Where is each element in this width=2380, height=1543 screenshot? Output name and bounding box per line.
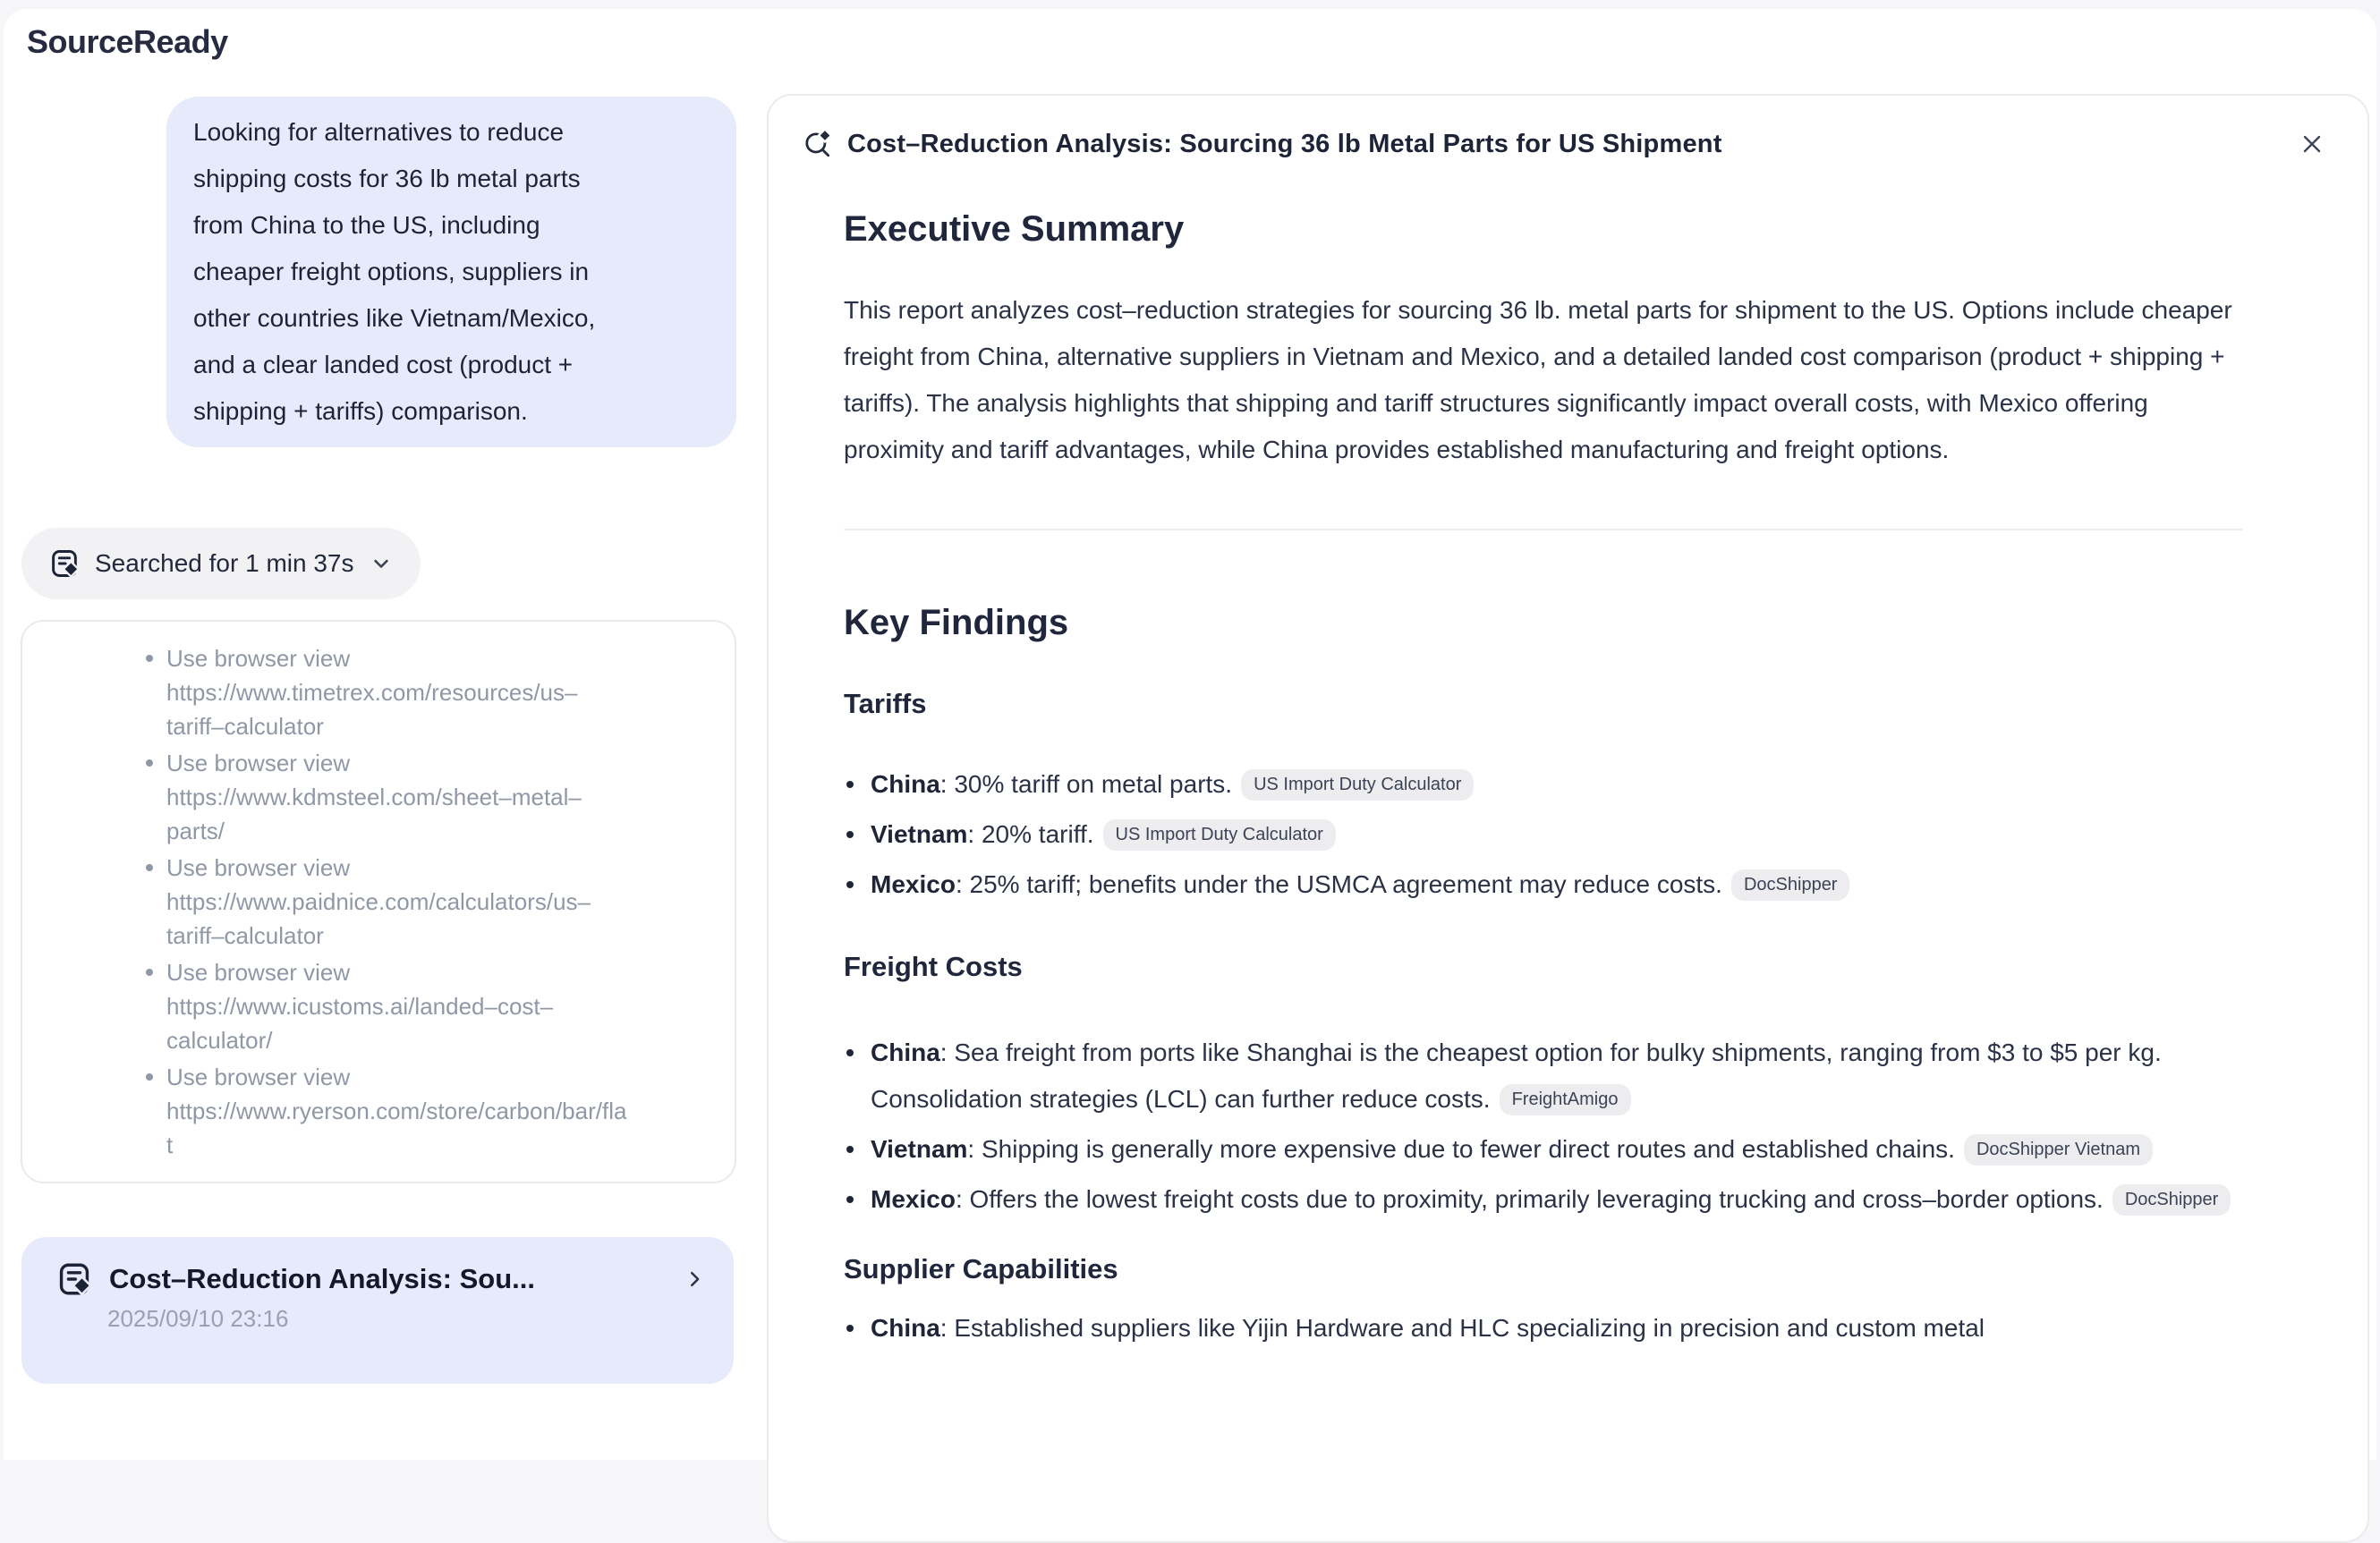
freight-costs-heading: Freight Costs [844,951,2242,983]
report-panel [767,94,2369,1543]
search-step: Use browser view https://www.paidnice.com/calculators/us–tariff–calculator [145,851,627,953]
suppliers-list [844,1305,2242,1352]
ai-search-icon [803,129,833,159]
supplier-capabilities-heading: Supplier Capabilities [844,1253,2242,1285]
freight-list [844,1030,2242,1223]
app-logo: SourceReady [27,23,228,61]
country-label: Mexico [871,1185,956,1213]
tariff-item [844,861,2242,908]
exec-summary-heading: Executive Summary [844,208,2242,250]
country-label: China [871,1314,940,1342]
item-text: : Sea freight from ports like Shanghai is the cheapest option for bulky shipments, ranging from $3 to $5 per kg. Consolidation strategies (LCL) can further reduce costs. [871,1039,2162,1113]
document-sparkle-icon [55,1260,93,1298]
tariff-item [844,811,2242,858]
item-text: : 30% tariff on metal parts. [940,770,1232,798]
tariff-item [844,761,2242,808]
report-card-title: Cost–Reduction Analysis: Sou... [109,1263,666,1295]
country-label: Mexico [871,870,956,898]
item-text: : Offers the lowest freight costs due to proximity, primarily leveraging trucking and cross–border options. [956,1185,2104,1213]
item-text: : 20% tariff. [967,820,1093,848]
freight-item [844,1030,2242,1123]
search-steps-card[interactable] [21,620,736,1183]
source-tag[interactable]: DocShipper [1731,869,1850,901]
report-title: Cost–Reduction Analysis: Sourcing 36 lb Metal Parts for US Shipment [847,130,2280,159]
search-step: Use browser view https://www.timetrex.com/resources/us–tariff–calculator [145,641,627,743]
country-label: China [871,770,940,798]
country-label: China [871,1039,940,1066]
close-icon [2298,130,2326,158]
source-tag[interactable]: US Import Duty Calculator [1103,819,1336,851]
key-findings-heading: Key Findings [844,602,2242,643]
source-tag[interactable]: FreightAmigo [1500,1084,1631,1115]
report-link-card[interactable] [21,1237,734,1384]
item-text: : Established suppliers like Yijin Hardware and HLC specializing in precision and custom metal [940,1314,1985,1342]
freight-item [844,1126,2242,1173]
freight-item [844,1176,2242,1223]
chevron-down-icon [369,551,394,576]
country-label: Vietnam [871,820,967,848]
report-document [769,208,2367,1352]
search-steps-list [22,622,735,1162]
source-tag[interactable]: DocShipper [2112,1184,2231,1216]
search-step: Use browser view https://www.icustoms.ai/landed–cost–calculator/ [145,955,627,1057]
exec-summary-paragraph: This report analyzes cost–reduction strategies for sourcing 36 lb. metal parts for shipment to the US. Options include cheaper freight from China, alternative suppliers in Vietnam and Mexico, and a detailed landed cost comparison (product + shipping + tariffs). The analysis highlights that shipping and tariff structures significantly impact overall costs, with Mexico offering proximity and tariff advantages, while China provides established manufacturing and freight options. [844,287,2242,473]
source-tag[interactable]: DocShipper Vietnam [1964,1134,2153,1166]
close-button[interactable] [2294,126,2330,162]
search-status-toggle[interactable] [21,528,421,599]
report-card-timestamp: 2025/09/10 23:16 [107,1305,709,1333]
tariffs-heading: Tariffs [844,688,2242,720]
report-panel-header [769,96,2367,162]
source-tag[interactable]: US Import Duty Calculator [1241,769,1474,801]
item-text: : 25% tariff; benefits under the USMCA agreement may reduce costs. [956,870,1722,898]
search-step: Use browser view https://www.ryerson.com/store/carbon/bar/flat [145,1060,627,1162]
section-divider [844,529,2242,530]
search-step: Use browser view https://www.kdmsteel.com/sheet–metal–parts/ [145,746,627,848]
country-label: Vietnam [871,1135,967,1163]
supplier-item [844,1305,2242,1352]
user-message-bubble: Looking for alternatives to reduce shipping costs for 36 lb metal parts from China to the US, including cheaper freight options, suppliers in other countries like Vietnam/Mexico, and a clear landed cost (product + shipping + tariffs) comparison. [166,97,736,447]
chevron-right-icon [682,1266,709,1293]
document-sparkle-icon [48,547,81,580]
tariffs-list [844,761,2242,908]
search-status-label: Searched for 1 min 37s [95,549,354,578]
item-text: : Shipping is generally more expensive due to fewer direct routes and established chains. [967,1135,1955,1163]
